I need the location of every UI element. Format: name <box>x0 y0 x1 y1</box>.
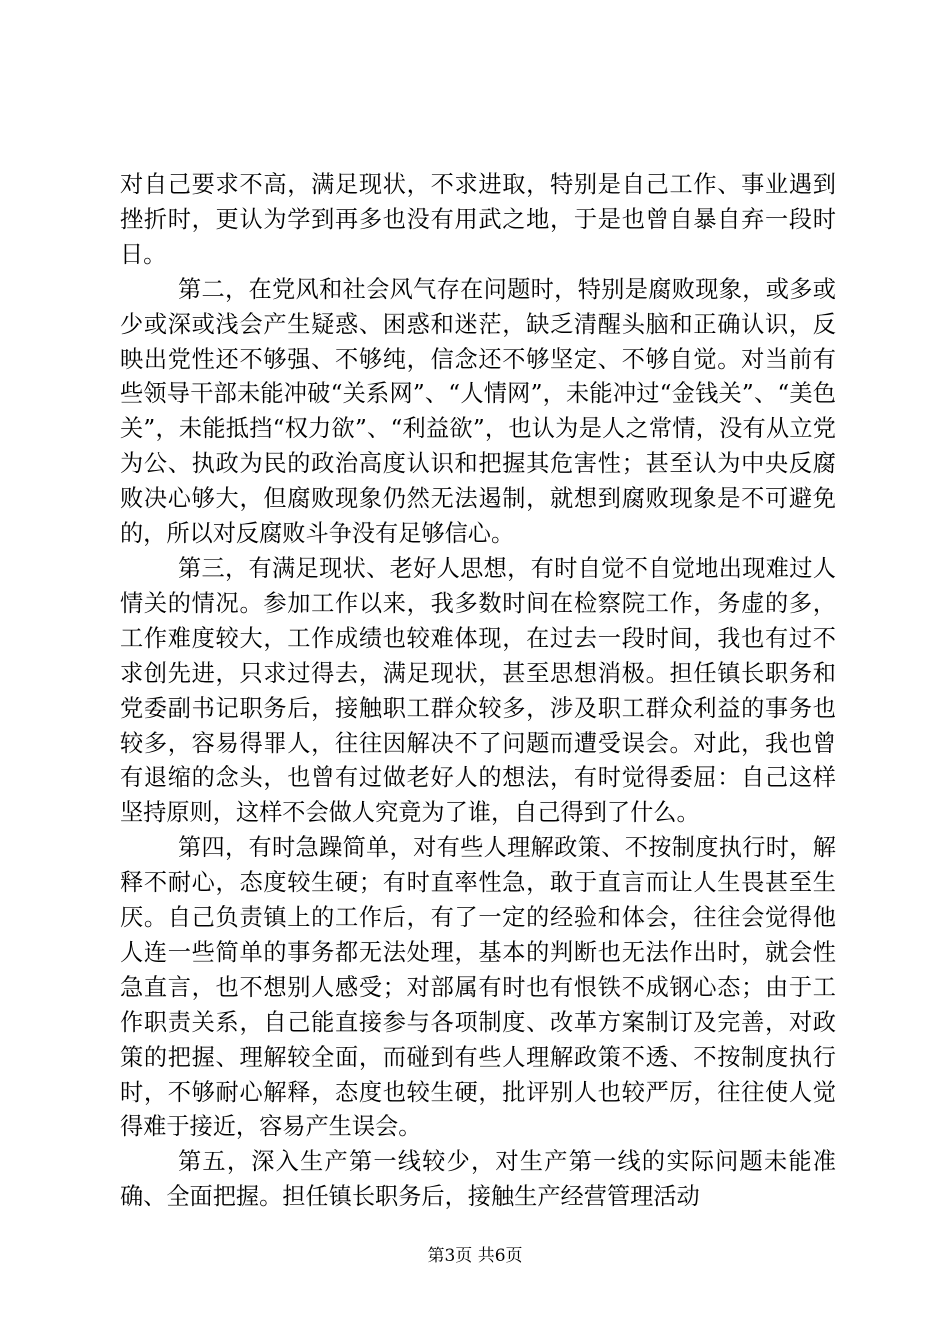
paragraph-2: 第二，在党风和社会风气存在问题时，特别是腐败现象，或多或少或深或浅会产生疑惑、困惑和迷茫，缺乏清醒头脑和正确认识，反映出党性还不够强、不够纯，信念还不够坚定、不够自觉。对当前有些领导干部未能冲破“关系网”、“人情网”，未能冲过“金钱关”、“美色关”，未能抵挡“权力欲”、“利益欲”，也认为是人之常情，没有从立党为公、执政为民的政治高度认识和把握其危害性；甚至认为中央反腐败决心够大，但腐败现象仍然无法遏制，就想到腐败现象是不可避免的，所以对反腐败斗争没有足够信心。 <box>120 275 836 548</box>
paragraph-4: 第四，有时急躁简单，对有些人理解政策、不按制度执行时，解释不耐心，态度较生硬；有时直率性急，敢于直言而让人生畏甚至生厌。自己负责镇上的工作后，有了一定的经验和体会，往往会觉得他人连一些简单的事务都无法处理，基本的判断也无法作出时，就会性急直言，也不想别人感受；对部属有时也有恨铁不成钢心态；由于工作职责关系，自己能直接参与各项制度、改革方案制订及完善，对政策的把握、理解较全面，而碰到有些人理解政策不透、不按制度执行时，不够耐心解释，态度也较生硬，批评别人也较严厉，往往使人觉得难于接近，容易产生误会。 <box>120 834 836 1141</box>
paragraph-1: 对自己要求不高，满足现状，不求进取，特别是自己工作、事业遇到挫折时，更认为学到再多也没有用武之地，于是也曾自暴自弃一段时日。 <box>120 171 836 268</box>
paragraph-3: 第三，有满足现状、老好人思想，有时自觉不自觉地出现难过人情关的情况。参加工作以来，我多数时间在检察院工作，务虚的多，工作难度较大，工作成绩也较难体现，在过去一段时间，我也有过不求创先进，只求过得去，满足现状，甚至思想消极。担任镇长职务和党委副书记职务后，接触职工群众较多，涉及职工群众利益的事务也较多，容易得罪人，往往因解决不了问题而遭受误会。对此，我也曾有退缩的念头，也曾有过做老好人的想法，有时觉得委屈：自己这样坚持原则，这样不会做人究竟为了谁，自己得到了什么。 <box>120 554 836 827</box>
paragraph-5: 第五，深入生产第一线较少，对生产第一线的实际问题未能准确、全面把握。担任镇长职务后，接触生产经营管理活动 <box>120 1148 836 1211</box>
document-body <box>120 168 836 1215</box>
page-footer: 第3页 共6页 <box>427 1246 523 1266</box>
